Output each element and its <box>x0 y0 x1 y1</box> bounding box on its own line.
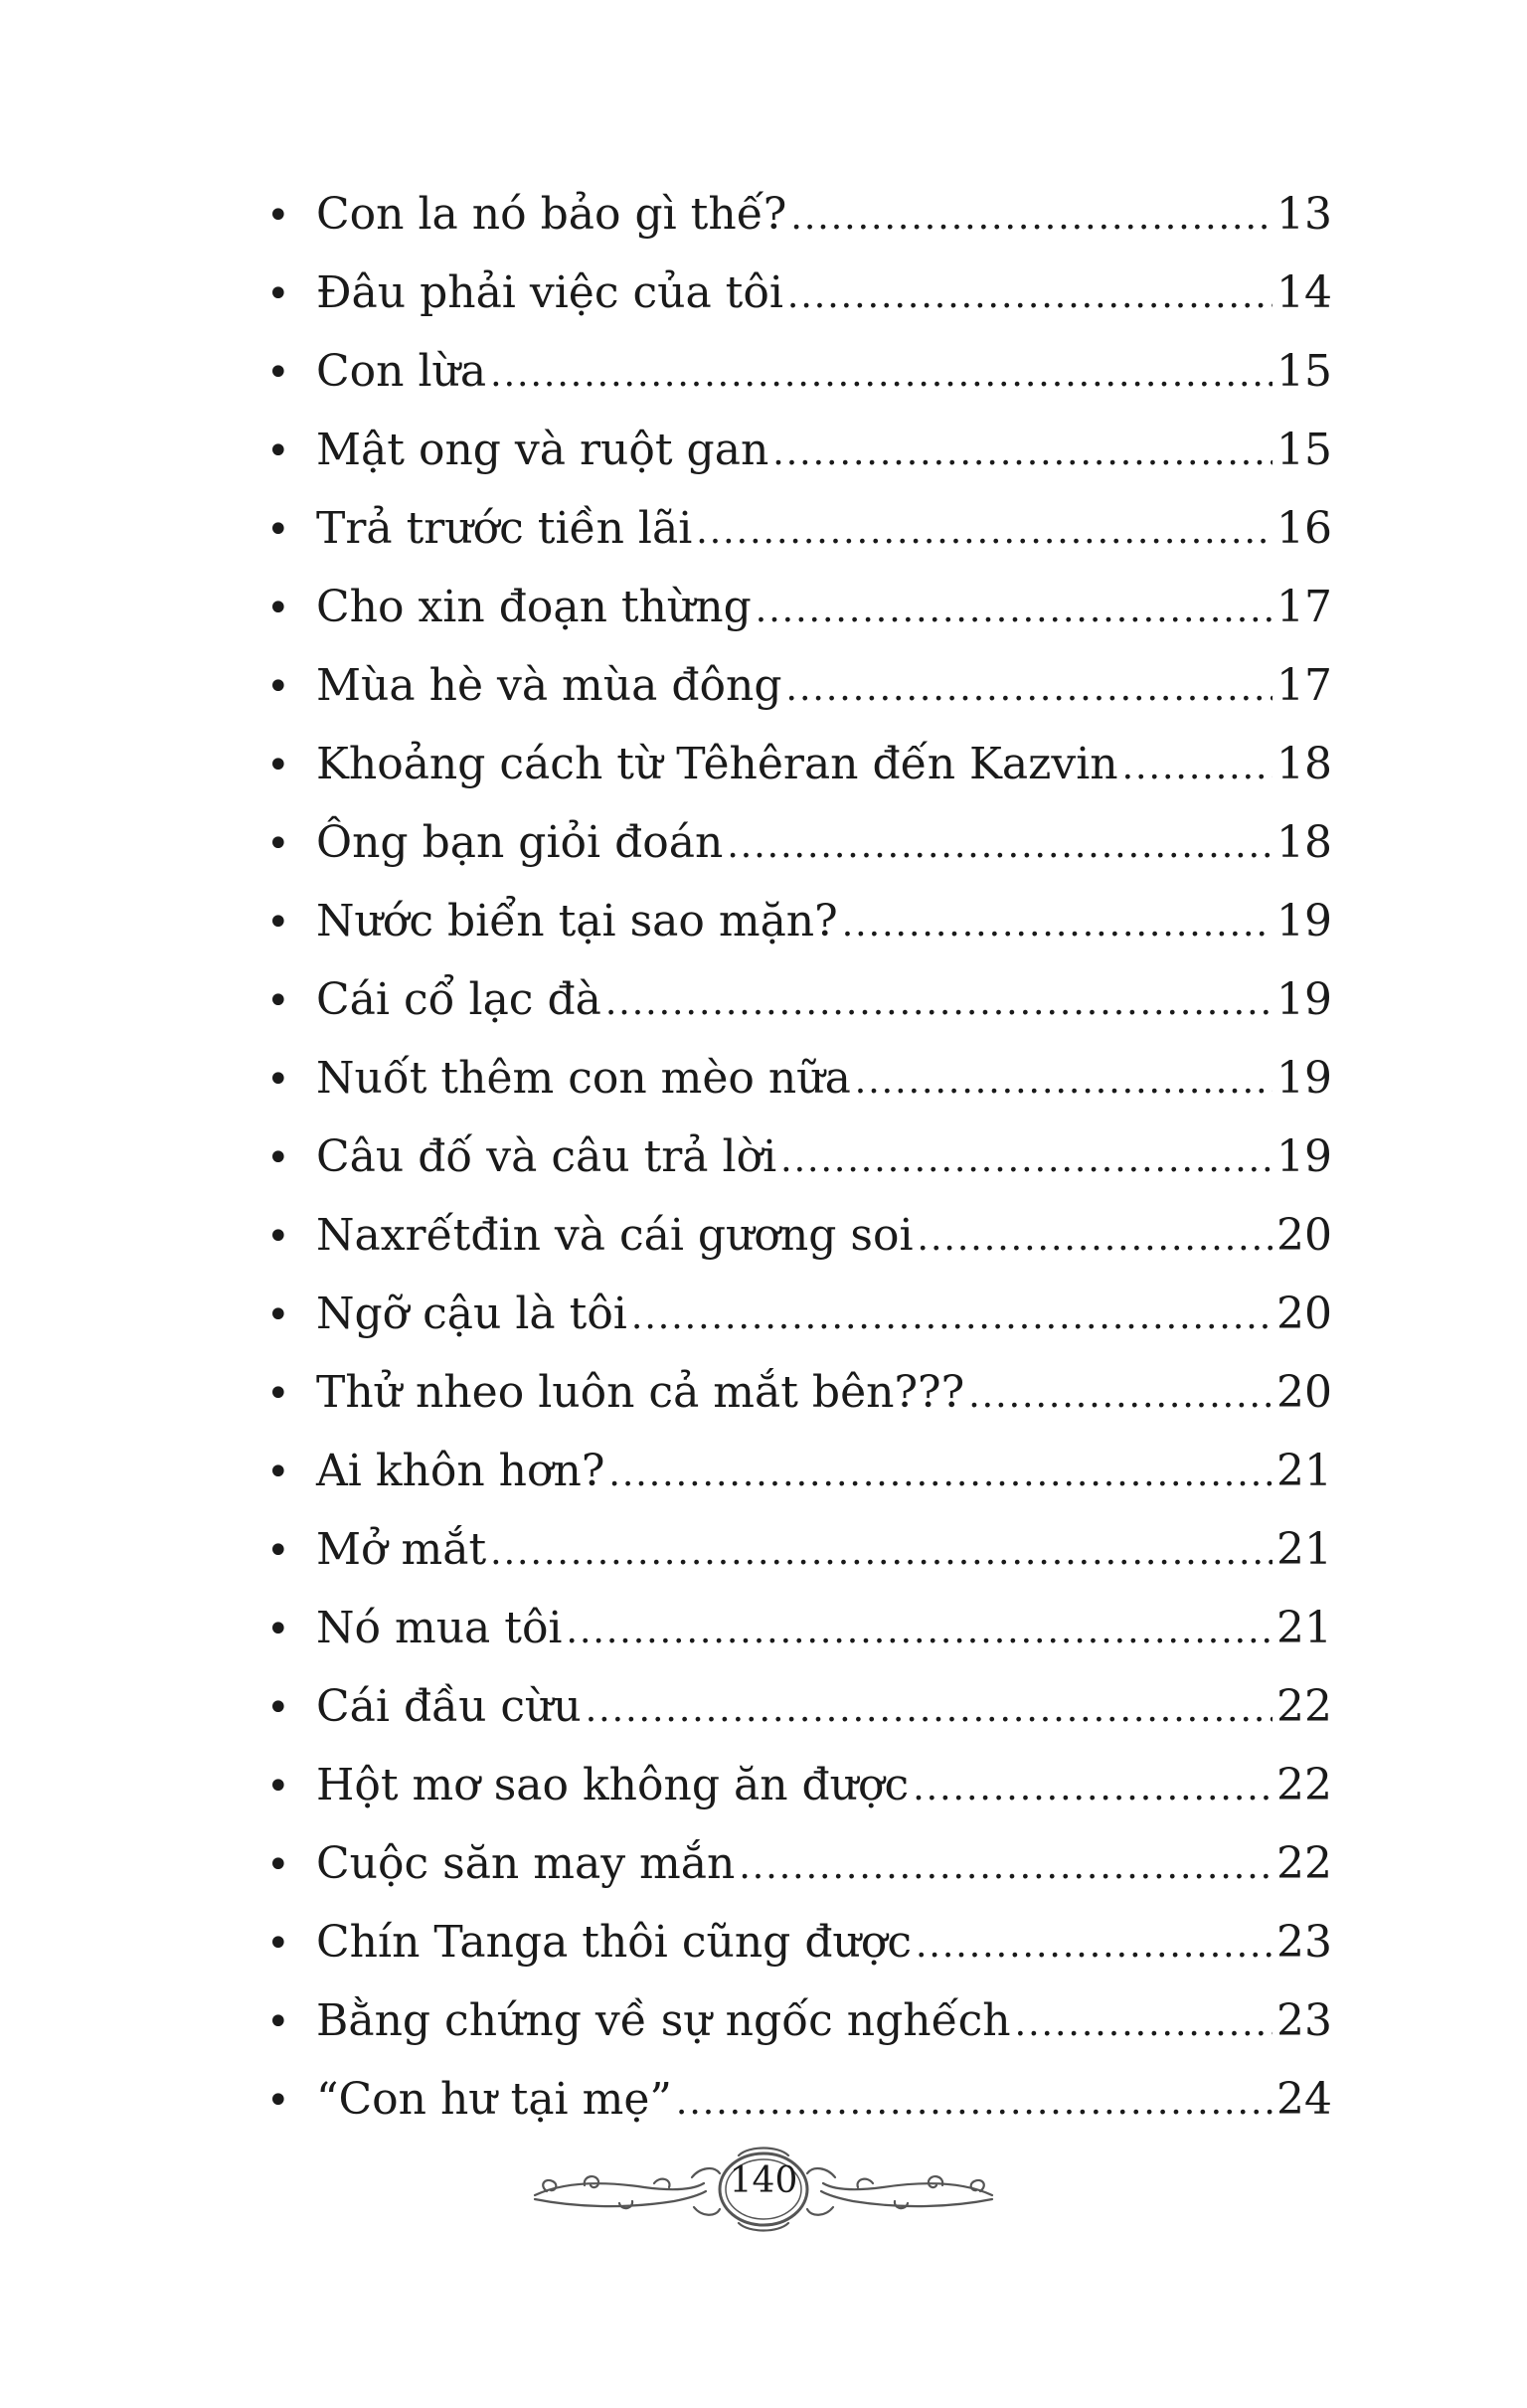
bullet-icon: • <box>266 664 290 710</box>
toc-entry-title: Ngỡ cậu là tôi <box>316 1289 627 1339</box>
toc-entry-page: 15 <box>1276 425 1332 475</box>
toc-entry-title: Cho xin đoạn thừng <box>316 582 752 632</box>
toc-entry-title: Đâu phải việc của tôi <box>316 267 783 318</box>
toc-entry-title: Cái đầu cừu <box>316 1681 582 1732</box>
toc-entry <box>266 1903 1332 1981</box>
toc-entry-title: Mật ong và ruột gan <box>316 425 769 475</box>
toc-entry-title: Thử nheo luôn cả mắt bên??? <box>316 1367 965 1418</box>
dot-leader <box>772 414 1272 492</box>
bullet-icon: • <box>266 429 290 474</box>
dot-leader <box>631 1278 1272 1356</box>
bullet-icon: • <box>266 1135 290 1181</box>
toc-entry-title: Chín Tanga thôi cũng được <box>316 1917 912 1968</box>
toc-entry-title: Cái cổ lạc đà <box>316 974 601 1025</box>
bullet-icon: • <box>266 900 290 946</box>
toc-entry-title: Bằng chứng về sự ngốc nghếch <box>316 1995 1011 2046</box>
bullet-icon: • <box>266 2078 290 2124</box>
toc-entry <box>266 725 1332 803</box>
toc-entry-page: 15 <box>1276 346 1332 397</box>
toc-entry <box>266 1589 1332 1667</box>
toc-entry <box>266 175 1332 254</box>
toc-entry <box>266 2060 1332 2139</box>
toc-entry-page: 20 <box>1276 1367 1332 1418</box>
dot-leader <box>916 1906 1272 1984</box>
dot-leader <box>605 963 1272 1042</box>
toc-entry <box>266 1667 1332 1746</box>
toc-entry <box>266 1510 1332 1589</box>
toc-entry <box>266 1824 1332 1903</box>
dot-leader <box>1015 1984 1272 2063</box>
toc-entry-page: 17 <box>1276 660 1332 711</box>
toc-entry-page: 19 <box>1276 1053 1332 1104</box>
bullet-icon: • <box>266 1528 290 1574</box>
bullet-icon: • <box>266 507 290 553</box>
bullet-icon: • <box>266 1921 290 1967</box>
bullet-icon: • <box>266 1764 290 1809</box>
bullet-icon: • <box>266 1607 290 1652</box>
toc-entry <box>266 1432 1332 1510</box>
dot-leader <box>608 1435 1272 1513</box>
dot-leader <box>567 1592 1273 1670</box>
bullet-icon: • <box>266 350 290 396</box>
toc-entry <box>266 803 1332 882</box>
dot-leader <box>855 1042 1272 1120</box>
bullet-icon: • <box>266 1842 290 1888</box>
table-of-contents <box>266 175 1332 2139</box>
toc-entry-title: Mở mắt <box>316 1524 487 1575</box>
toc-entry-title: Nó mua tôi <box>316 1603 563 1653</box>
toc-entry-title: Con la nó bảo gì thế? <box>316 189 787 240</box>
toc-entry <box>266 1196 1332 1275</box>
bullet-icon: • <box>266 1214 290 1260</box>
toc-entry <box>266 254 1332 332</box>
toc-entry <box>266 1353 1332 1432</box>
toc-entry <box>266 882 1332 960</box>
toc-entry-page: 13 <box>1276 189 1332 240</box>
toc-entry-page: 19 <box>1276 1131 1332 1182</box>
toc-entry <box>266 1275 1332 1353</box>
bullet-icon: • <box>266 1292 290 1338</box>
toc-entry-page: 20 <box>1276 1210 1332 1261</box>
toc-entry-page: 24 <box>1276 2074 1332 2125</box>
toc-entry-page: 19 <box>1276 896 1332 946</box>
toc-entry-title: Mùa hè và mùa đông <box>316 660 782 711</box>
bullet-icon: • <box>266 1685 290 1731</box>
dot-leader <box>1122 728 1272 806</box>
toc-entry-page: 23 <box>1276 1995 1332 2046</box>
bullet-icon: • <box>266 743 290 788</box>
dot-leader <box>968 1356 1272 1435</box>
dot-leader <box>787 257 1272 335</box>
toc-entry <box>266 489 1332 568</box>
toc-entry-title: Naxrếtđin và cái gương soi <box>316 1210 914 1261</box>
toc-entry-title: “Con hư tại mẹ” <box>316 2074 672 2125</box>
toc-entry-page: 21 <box>1276 1603 1332 1653</box>
toc-entry <box>266 1746 1332 1824</box>
toc-entry <box>266 1981 1332 2060</box>
dot-leader <box>786 649 1273 728</box>
toc-entry-page: 23 <box>1276 1917 1332 1968</box>
bullet-icon: • <box>266 1999 290 2045</box>
dot-leader <box>842 885 1272 963</box>
page-number: 140 <box>729 2160 798 2201</box>
bullet-icon: • <box>266 821 290 867</box>
toc-entry <box>266 411 1332 489</box>
dot-leader <box>490 1513 1272 1592</box>
bullet-icon: • <box>266 978 290 1024</box>
toc-entry-page: 18 <box>1276 817 1332 868</box>
toc-entry-title: Khoảng cách từ Têhêran đến Kazvin <box>316 739 1118 789</box>
toc-entry-page: 17 <box>1276 582 1332 632</box>
bullet-icon: • <box>266 1450 290 1495</box>
bullet-icon: • <box>266 1371 290 1417</box>
dot-leader <box>756 571 1272 649</box>
toc-entry <box>266 960 1332 1039</box>
bullet-icon: • <box>266 271 290 317</box>
dot-leader <box>913 1749 1272 1827</box>
toc-entry-page: 21 <box>1276 1446 1332 1496</box>
dot-leader <box>780 1120 1272 1199</box>
dot-leader <box>790 178 1272 257</box>
toc-entry-page: 18 <box>1276 739 1332 789</box>
bullet-icon: • <box>266 586 290 631</box>
toc-entry-page: 19 <box>1276 974 1332 1025</box>
bullet-icon: • <box>266 1057 290 1103</box>
toc-entry-title: Trả trước tiền lãi <box>316 503 693 554</box>
dot-leader <box>676 2063 1272 2142</box>
toc-entry <box>266 646 1332 725</box>
toc-entry-title: Nước biển tại sao mặn? <box>316 896 838 946</box>
toc-entry-title: Hột mơ sao không ăn được <box>316 1760 910 1810</box>
dot-leader <box>918 1199 1272 1278</box>
toc-entry-page: 22 <box>1276 1681 1332 1732</box>
toc-entry-page: 16 <box>1276 503 1332 554</box>
toc-entry-page: 14 <box>1276 267 1332 318</box>
toc-entry <box>266 1039 1332 1118</box>
toc-entry-page: 22 <box>1276 1760 1332 1810</box>
toc-entry-title: Ai khôn hơn? <box>316 1446 605 1496</box>
toc-entry-title: Nuốt thêm con mèo nữa <box>316 1053 851 1104</box>
toc-entry <box>266 1118 1332 1196</box>
toc-entry-page: 22 <box>1276 1838 1332 1889</box>
toc-entry-page: 20 <box>1276 1289 1332 1339</box>
toc-entry <box>266 332 1332 411</box>
bullet-icon: • <box>266 193 290 239</box>
dot-leader <box>739 1827 1272 1906</box>
dot-leader <box>696 492 1272 571</box>
toc-entry-title: Câu đố và câu trả lời <box>316 1131 777 1182</box>
dot-leader <box>586 1670 1272 1749</box>
toc-entry-title: Con lừa <box>316 346 487 397</box>
toc-entry-title: Cuộc săn may mắn <box>316 1838 736 1889</box>
dot-leader <box>727 806 1272 885</box>
toc-entry-title: Ông bạn giỏi đoán <box>316 817 724 868</box>
dot-leader <box>490 335 1272 414</box>
toc-entry-page: 21 <box>1276 1524 1332 1575</box>
toc-entry <box>266 568 1332 646</box>
